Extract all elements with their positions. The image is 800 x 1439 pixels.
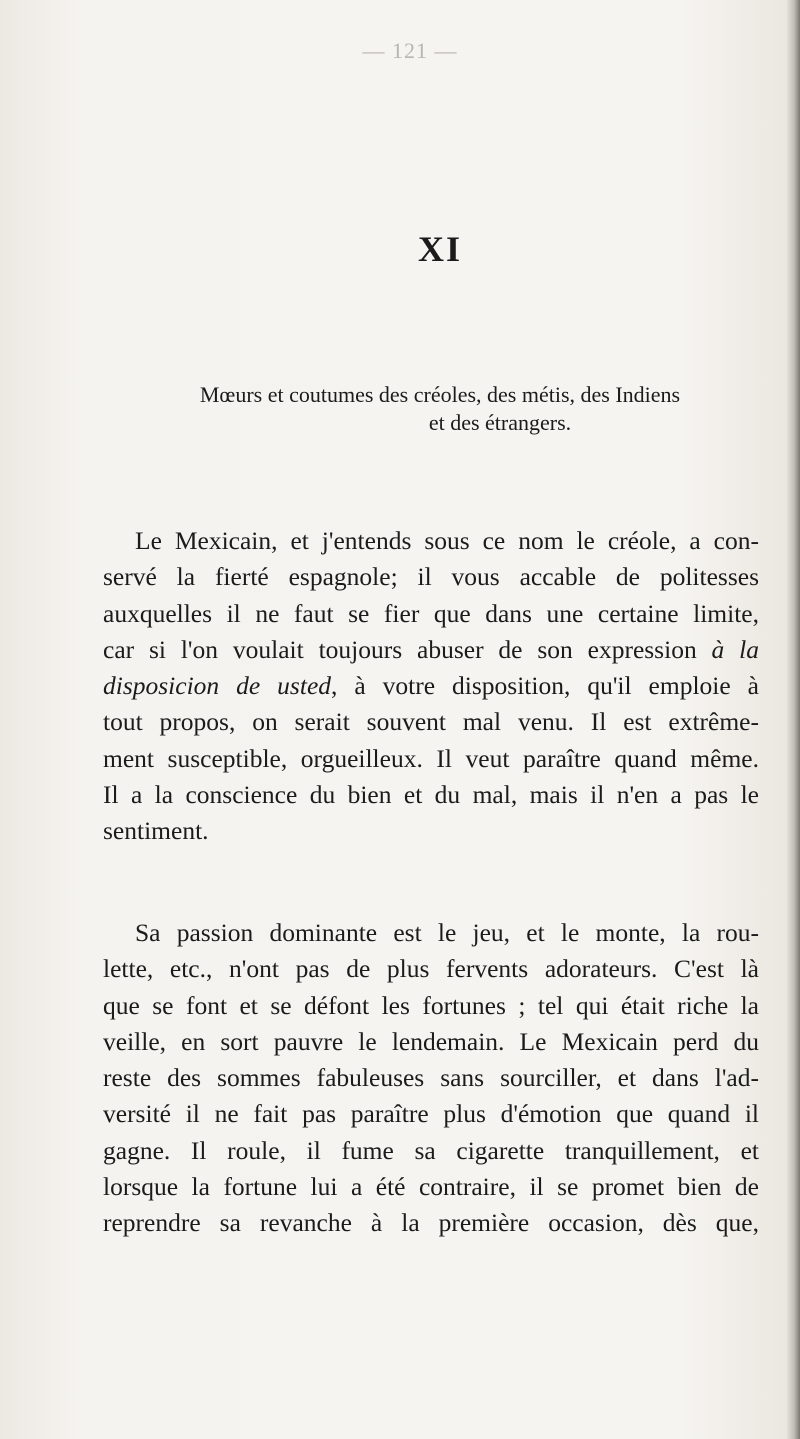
chapter-title <box>150 381 730 437</box>
text-line: lette, etc., n'ont pas de plus fervents adorateurs. C'est là <box>103 954 759 984</box>
chapter-title-line-2: et des étrangers. <box>428 410 572 435</box>
italic-phrase: à la <box>711 634 759 664</box>
text-line: que se font et se défont les fortunes ; tel qui était riche la <box>103 990 759 1020</box>
text-line: auxquelles il ne faut se fier que dans une certaine limite, <box>103 598 759 628</box>
text-line: reste des sommes fabuleuses sans sourciller, et dans l'ad- <box>103 1063 759 1093</box>
text-line: Il a la conscience du bien et du mal, mais il n'en a pas le <box>103 780 759 810</box>
text-line: Sa passion dominante est le jeu, et le monte, la rou- <box>135 918 759 947</box>
chapter-title-line-1: Mœurs et coutumes des créoles, des métis, des Indiens <box>199 382 681 407</box>
text-line: versité il ne fait pas paraître plus d'émotion que quand il <box>103 1099 759 1129</box>
text-line: veille, en sort pauvre le lendemain. Le Mexicain perd du <box>103 1026 759 1056</box>
text-line: lorsque la fortune lui a été contraire, il se promet bien de <box>103 1172 759 1202</box>
text-line: sentiment. <box>103 816 209 846</box>
text-line <box>103 632 759 668</box>
text-line: Le Mexicain, et j'entends sous ce nom le créole, a con- <box>135 526 759 555</box>
page-number: — 121 — <box>362 38 458 63</box>
text-line: gagne. Il roule, il fume sa cigarette tranquillement, et <box>103 1135 759 1165</box>
chapter-number: XI <box>417 229 462 269</box>
text-segment: car si l'on voulait toujours abuser de son expression <box>103 634 712 664</box>
paragraph-2 <box>103 915 759 1242</box>
text-segment: , à votre disposition, qu'il emploie à <box>331 671 759 701</box>
text-line: ment susceptible, orgueilleux. Il veut paraître quand même. <box>103 743 759 773</box>
text-line: tout propos, on serait souvent mal venu. Il est extrême- <box>103 707 759 737</box>
text-line: servé la fierté espagnole; il vous accable de politesses <box>103 562 759 592</box>
paragraph-1 <box>103 523 759 850</box>
italic-phrase: disposicion de usted <box>103 671 332 701</box>
page-edge-shadow <box>786 0 800 1439</box>
text-line <box>103 668 759 704</box>
text-line: reprendre sa revanche à la première occasion, dès que, <box>103 1208 759 1238</box>
